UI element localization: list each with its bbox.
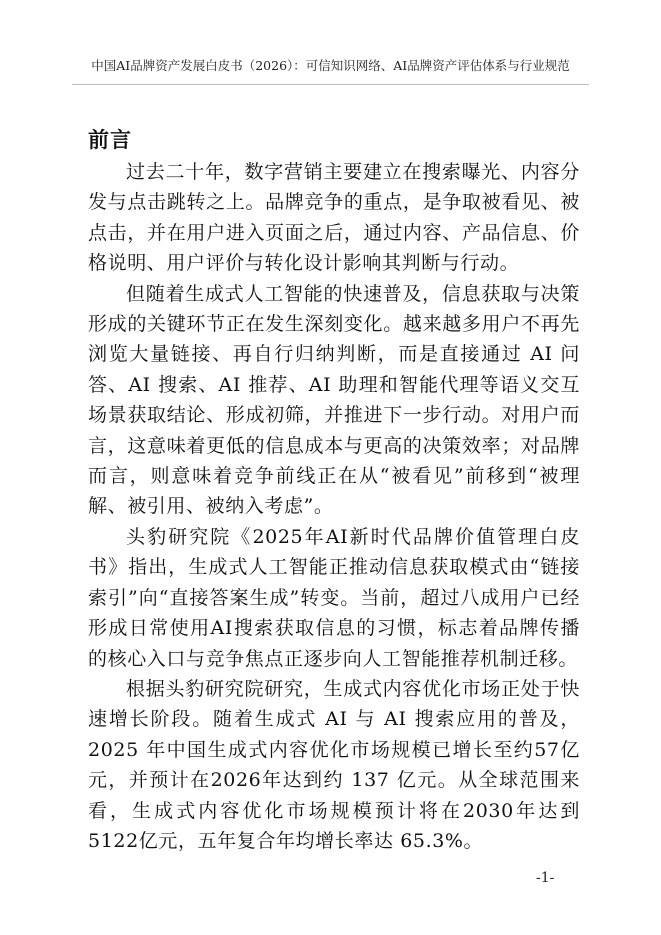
paragraph: 过去二十年，数字营销主要建立在搜索曝光、内容分发与点击跳转之上。品牌竞争的重点，是争取被看见、被点击，并在用户进入页面之后，通过内容、产品信息、价格说明、用户评价与转化设计影响其判断与行动。 (88, 161, 580, 275)
paragraph: 头豹研究院《2025年AI新时代品牌价值管理白皮书》指出，生成式人工智能正推动信息获取模式由“链接索引”向“直接答案生成”转变。当前，超过八成用户已经形成日常使用AI搜索获取信息的习惯，标志着品牌传播的核心入口与竞争焦点正逐步向人工智能推荐机制迁移。 (88, 525, 580, 670)
paragraph: 但随着生成式人工智能的快速普及，信息获取与决策形成的关键环节正在发生深刻变化。越来越多用户不再先浏览大量链接、再自行归纳判断，而是直接通过 AI 问答、AI 搜索、AI 推荐、AI 助理和智能代理等语义交互场景获取结论、形成初筛，并推进下一步行动。对用户而言，这意味着更低的信息成本与更高的决策效率；对品牌而言，则意味着竞争前线正在从“被看见”前移到“被理解、被引用、被纳入考虑”。 (88, 282, 580, 518)
running-header: 中国AI品牌资产发展白皮书（2026）：可信知识网络、AI品牌资产评估体系与行业规范 (91, 58, 570, 73)
page-number: -1- (536, 870, 555, 886)
body-text (88, 157, 580, 856)
paragraph: 根据头豹研究院研究，生成式内容优化市场正处于快速增长阶段。随着生成式 AI 与 AI 搜索应用的普及，2025 年中国生成式内容优化市场规模已增长至约57亿元，并预计在2026年达到约 137 亿元。从全球范围来看，生成式内容优化市场规模预计将在2030年达到5122亿元，五年复合年均增长率达 65.3%。 (88, 677, 580, 852)
header-divider (72, 84, 589, 85)
section-title: 前言 (88, 127, 132, 152)
